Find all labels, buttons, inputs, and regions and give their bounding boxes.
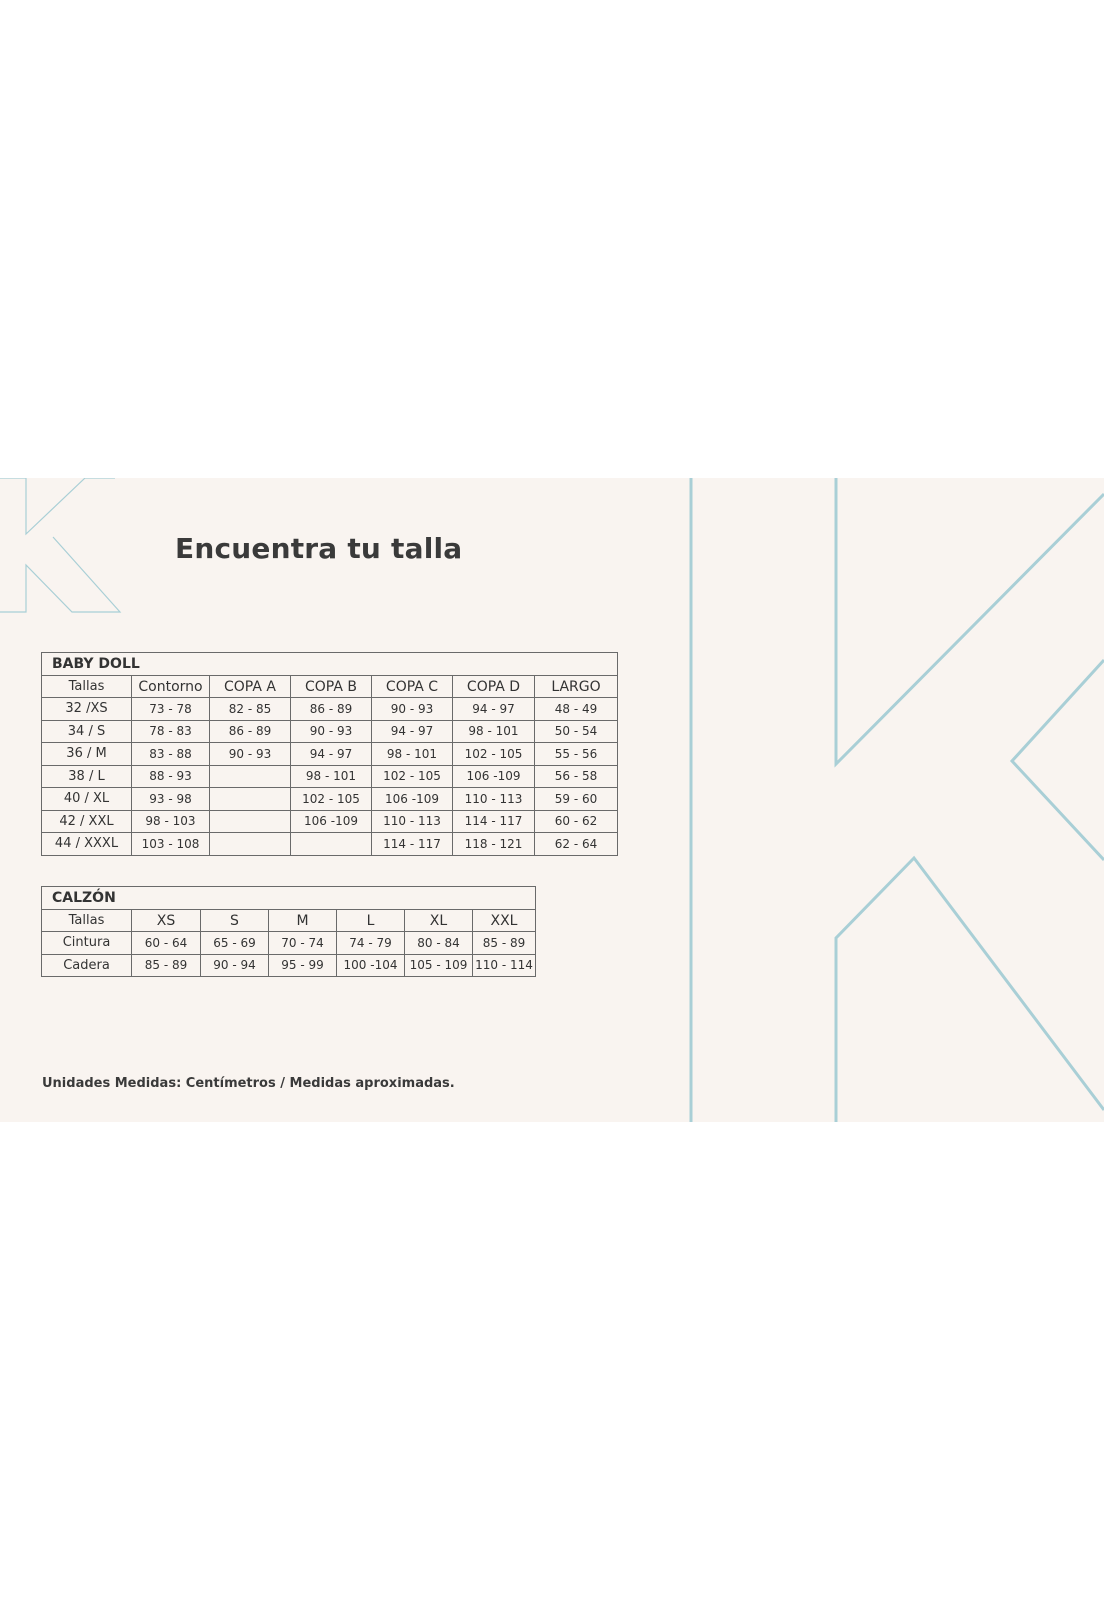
column-header: Tallas [42,676,132,698]
table-cell: 86 - 89 [291,698,372,721]
table-cell: 95 - 99 [269,954,337,977]
table-cell: 106 -109 [453,765,535,788]
column-header: XXL [473,910,536,932]
k-logo-small-icon [0,478,120,612]
table-cell: 70 - 74 [269,932,337,955]
row-label: 38 / L [42,765,132,788]
table-cell: 83 - 88 [132,743,210,766]
table-cell [210,765,291,788]
column-header: COPA D [453,676,535,698]
column-header: M [269,910,337,932]
table-cell [210,833,291,856]
row-label: 36 / M [42,743,132,766]
table-cell: 56 - 58 [535,765,618,788]
table-row [42,698,618,721]
row-label: 40 / XL [42,788,132,811]
table-cell: 102 - 105 [453,743,535,766]
column-header: L [337,910,405,932]
table-cell: 110 - 114 [473,954,536,977]
table-cell: 73 - 78 [132,698,210,721]
table-row [42,765,618,788]
row-label: 34 / S [42,720,132,743]
table-cell [210,788,291,811]
table-cell: 106 -109 [372,788,453,811]
table-cell: 94 - 97 [372,720,453,743]
table-cell: 110 - 113 [372,810,453,833]
table-cell: 114 - 117 [372,833,453,856]
table-cell: 110 - 113 [453,788,535,811]
table-cell: 93 - 98 [132,788,210,811]
table-cell: 85 - 89 [132,954,201,977]
table-cell: 65 - 69 [201,932,269,955]
table-cell: 60 - 62 [535,810,618,833]
table-row [42,932,536,955]
table-cell: 60 - 64 [132,932,201,955]
table-cell: 55 - 56 [535,743,618,766]
table-cell: 59 - 60 [535,788,618,811]
table-cell: 90 - 94 [201,954,269,977]
table-cell: 86 - 89 [210,720,291,743]
table-row [42,788,618,811]
row-label: 32 /XS [42,698,132,721]
table-cell: 94 - 97 [291,743,372,766]
table-cell: 90 - 93 [291,720,372,743]
table-cell: 48 - 49 [535,698,618,721]
table-cell: 85 - 89 [473,932,536,955]
column-header: Tallas [42,910,132,932]
table-cell: 100 -104 [337,954,405,977]
row-label: 42 / XXL [42,810,132,833]
size-guide-panel [0,478,1104,1122]
table-cell [210,810,291,833]
table-cell: 105 - 109 [405,954,473,977]
table-cell: 98 - 101 [372,743,453,766]
table-cell: 80 - 84 [405,932,473,955]
table-cell: 114 - 117 [453,810,535,833]
table-row [42,720,618,743]
table-cell: 78 - 83 [132,720,210,743]
k-logo-large-icon [691,478,1104,1122]
page-title: Encuentra tu talla [175,532,463,565]
column-header: S [201,910,269,932]
baby-doll-table-title: BABY DOLL [42,653,618,676]
table-cell: 102 - 105 [291,788,372,811]
table-cell: 62 - 64 [535,833,618,856]
table-cell: 98 - 101 [453,720,535,743]
column-header: COPA C [372,676,453,698]
table-row [42,810,618,833]
table-cell: 98 - 103 [132,810,210,833]
row-label: Cintura [42,932,132,955]
table-cell: 103 - 108 [132,833,210,856]
column-header: LARGO [535,676,618,698]
table-row [42,743,618,766]
row-label: 44 / XXXL [42,833,132,856]
table-cell: 98 - 101 [291,765,372,788]
calzon-size-table [41,886,536,977]
table-cell: 94 - 97 [453,698,535,721]
calzon-table-title: CALZÓN [42,887,536,910]
table-cell: 102 - 105 [372,765,453,788]
table-cell: 106 -109 [291,810,372,833]
column-header: XL [405,910,473,932]
table-cell: 50 - 54 [535,720,618,743]
column-header: COPA B [291,676,372,698]
table-cell: 88 - 93 [132,765,210,788]
baby-doll-size-table [41,652,618,856]
table-cell: 74 - 79 [337,932,405,955]
table-row [42,954,536,977]
column-header: Contorno [132,676,210,698]
table-cell: 90 - 93 [372,698,453,721]
table-cell: 118 - 121 [453,833,535,856]
column-header: COPA A [210,676,291,698]
table-row [42,833,618,856]
row-label: Cadera [42,954,132,977]
table-cell: 82 - 85 [210,698,291,721]
table-cell: 90 - 93 [210,743,291,766]
column-header: XS [132,910,201,932]
units-footnote: Unidades Medidas: Centímetros / Medidas aproximadas. [42,1076,455,1091]
table-cell [291,833,372,856]
